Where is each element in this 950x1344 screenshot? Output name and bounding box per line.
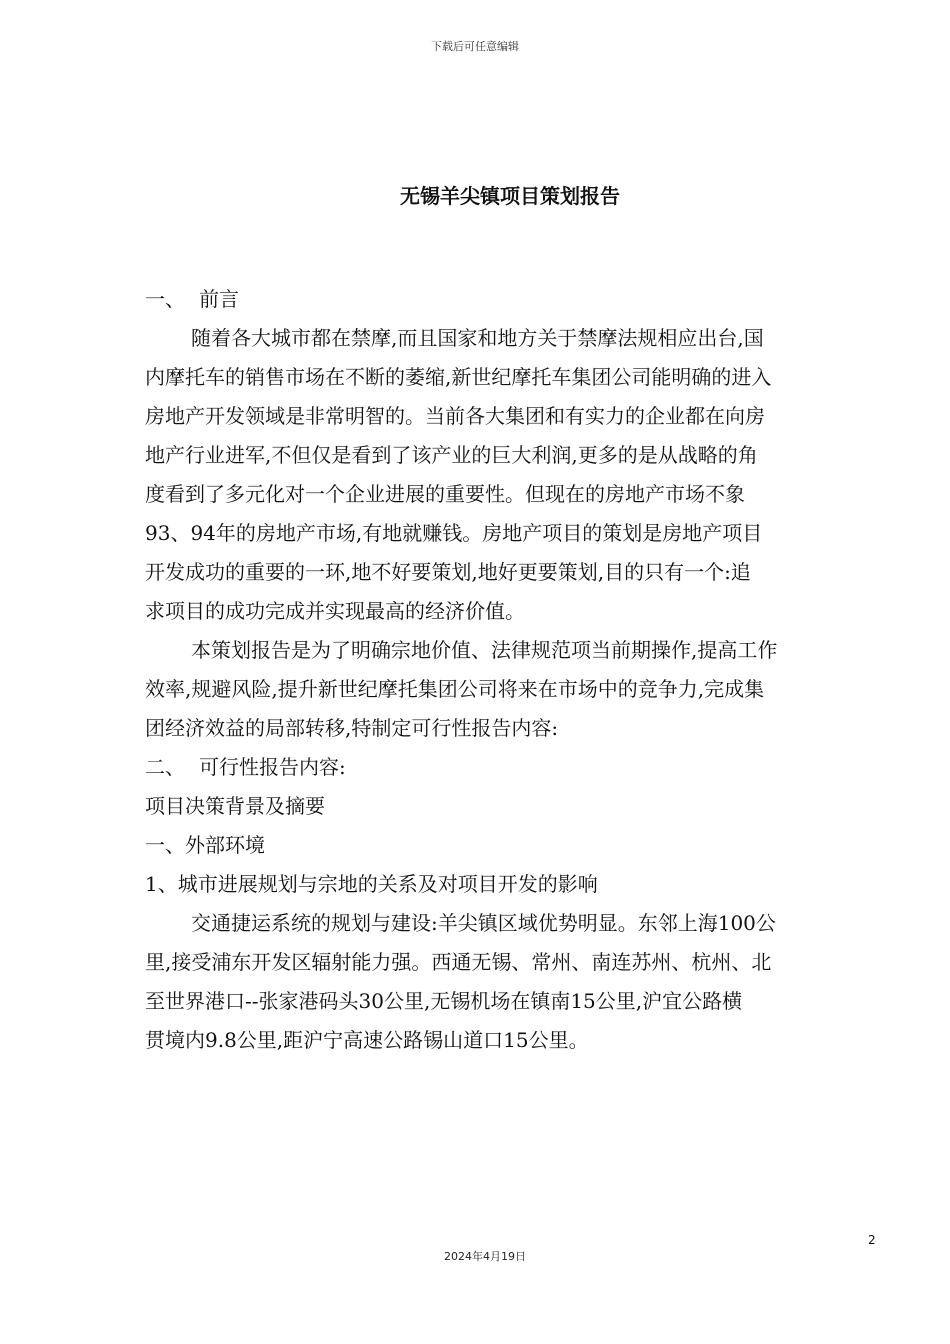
- page-header: 下载后可任意编辑: [431, 40, 519, 53]
- paragraph-line: 团经济效益的局部转移,特制定可行性报告内容:: [145, 716, 559, 740]
- page-number: 2: [868, 1233, 876, 1247]
- paragraph-line: 度看到了多元化对一个企业进展的重要性。但现在的房地产市场不象: [145, 482, 745, 506]
- page-footer-date: 2024年4月19日: [444, 1250, 526, 1263]
- paragraph-line: 求项目的成功完成并实现最高的经济价值。: [145, 599, 525, 623]
- subheading: 1、城市进展规划与宗地的关系及对项目开发的影响: [145, 872, 598, 896]
- paragraph-line: 至世界港口--张家港码头30公里,无锡机场在镇南15公里,沪宜公路横: [145, 989, 743, 1013]
- section-number: 二、: [145, 755, 185, 779]
- document-body: [145, 280, 880, 1060]
- paragraph-line: 效率,规避风险,提升新世纪摩托集团公司将来在市场中的竞争力,完成集: [145, 677, 765, 701]
- document-title: 无锡羊尖镇项目策划报告: [400, 184, 620, 208]
- paragraph-line: 内摩托车的销售市场在不断的萎缩,新世纪摩托车集团公司能明确的进入: [145, 365, 772, 389]
- paragraph-line: 93、94年的房地产市场,有地就赚钱。房地产项目的策划是房地产项目: [145, 521, 763, 545]
- paragraph-line: 随着各大城市都在禁摩,而且国家和地方关于禁摩法规相应出台,国: [191, 326, 764, 350]
- section-heading-preface: [145, 280, 880, 319]
- section-title: 可行性报告内容:: [199, 755, 346, 779]
- paragraph-line: 本策划报告是为了明确宗地价值、法律规范项当前期操作,提高工作: [191, 638, 778, 662]
- subheading: 项目决策背景及摘要: [145, 794, 325, 818]
- section-title: 前言: [199, 287, 239, 311]
- paragraph-line: 里,接受浦东开发区辐射能力强。西通无锡、常州、南连苏州、杭州、北: [145, 950, 772, 974]
- paragraph-line: 开发成功的重要的一环,地不好要策划,地好更要策划,目的只有一个:追: [145, 560, 751, 584]
- section-heading-feasibility: [145, 748, 880, 787]
- section-number: 一、: [145, 287, 185, 311]
- paragraph-line: 贯境内9.8公里,距沪宁高速公路锡山道口15公里。: [145, 1028, 589, 1052]
- paragraph-line: 地产行业进军,不但仅是看到了该产业的巨大利润,更多的是从战略的角: [145, 443, 758, 467]
- paragraph-line: 交通捷运系统的规划与建设:羊尖镇区域优势明显。东邻上海100公: [191, 911, 776, 935]
- subheading: 一、外部环境: [145, 833, 265, 857]
- paragraph-line: 房地产开发领域是非常明智的。当前各大集团和有实力的企业都在向房: [145, 404, 765, 428]
